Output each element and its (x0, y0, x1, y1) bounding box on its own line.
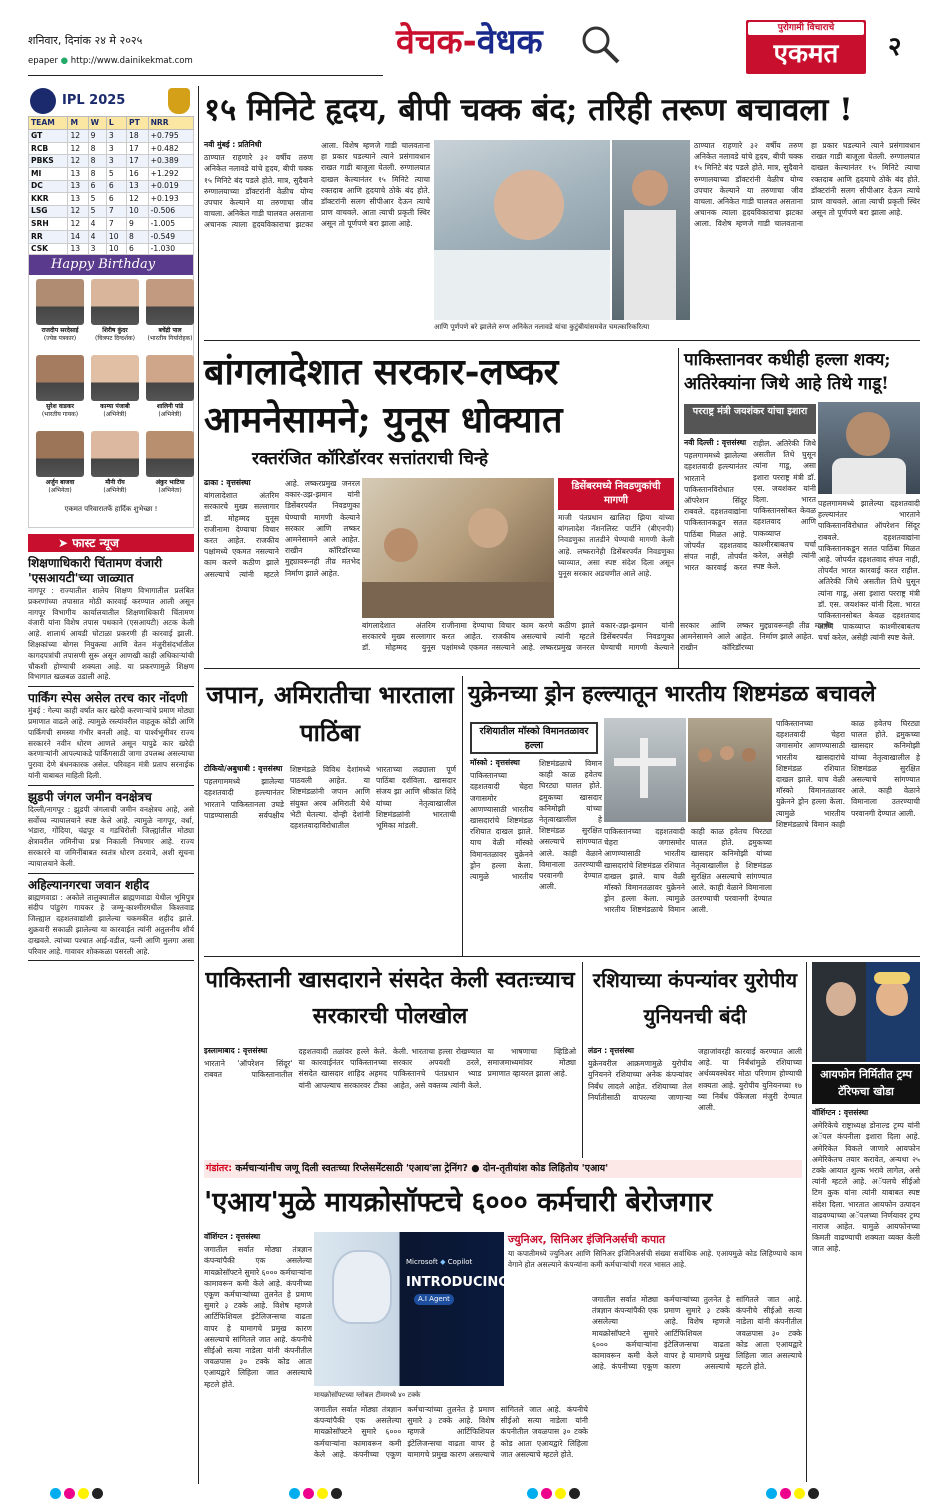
pakistan-warning-headline: पाकिस्तानवर कधीही हल्ला शक्य; अतिरेक्यांना जिथे आहे तिथे गाडू! (684, 350, 891, 394)
ipl-cell: 6 (88, 180, 106, 193)
lead-byline: नवी मुंबई : प्रतिनिधी (204, 140, 262, 149)
ipl-points-table (28, 86, 194, 254)
ipl-cell: 4 (88, 231, 106, 244)
section-title-part-a: वेचक- (396, 22, 477, 62)
airport-photo (604, 718, 686, 822)
iphone-body (812, 1108, 920, 1484)
yunus-photo (362, 478, 554, 618)
ipl-table-row (29, 142, 194, 155)
birthday-portrait (146, 355, 194, 401)
election-box-title: डिसेंबरमध्ये निवडणुकांची मागणी (558, 478, 674, 510)
ipl-cell: 6 (106, 193, 126, 206)
screen-brand-line (406, 1258, 472, 1267)
microsoft-ai-photo (314, 1232, 509, 1386)
microsoft-body-right (592, 1294, 802, 1484)
fast-news-item (28, 691, 194, 786)
microsoft-text-continued-right: जगातील सर्वात मोठ्या तंत्रज्ञान कंपन्यांपैकी एक असलेल्या मायक्रोसॉफ्टने सुमारे ६००० कर्मचाऱ्यांना कामावरून कमी केले आहे. कंपनीच्या एकूण कर्मचाऱ्यांच्या तुलनेत हे प्रमाण सुमारे ३ टक्के आहे. विशेष म्हणजे आर्टिफिशियल इंटेलिजन्सचा वाढता वापर हे यामागचे प्रमुख कारण असल्याचे सांगितले जात आहे. कंपनीचे सीईओ सत्या नाडेला यांनी कंपनीतील जवळपास ३० टक्के कोड आता एआयद्वारे लिहिला जात असल्याचे म्हटले होते. (592, 1295, 802, 1372)
bangladesh-subhead: रक्तरंजित कॉरिडॉरवर सत्तांतराची चिन्हे (252, 449, 489, 469)
moscow-attack-box: रशियातील मॉस्को विमानतळावर हल्ला (470, 722, 598, 754)
fast-news-item-text: नागपूर : राज्यातील शालेय शिक्षण विभागातील प्रलंबित प्रकरणांच्या तपासात मोठी कारवाई करण्यात आली असून नागपूर विभागीय कार्यालयातील शिक्षणाधिकारी चिंतामण वंजारी यांना विशेष तपास पथकाने (एसआयटी) अटक केली आहे. शालार्थ आयडी घोटाळा प्रकरणी ही कारवाई झाली. शिक्षकांच्या बोगस नियुक्त्या आणि वेतन मंजुरीसंदर्भातील कागदपत्रांची तपासणी सुरू असून आणखी काही अधिकाऱ्यांची चौकशी होण्याची शक्यता आहे. या प्रकरणामुळे शिक्षण विभागात खळबळ उडाली आहे. (28, 586, 194, 682)
ipl-cell: 4 (88, 218, 106, 231)
lead-story-body (204, 140, 430, 340)
ipl-cell: 10 (106, 231, 126, 244)
ipl-cell: 14 (68, 231, 88, 244)
ipl-cell: -0.549 (148, 231, 193, 244)
birthday-role: (चित्रपट दिग्दर्शक) (95, 335, 135, 342)
fast-news-item-title: झुडपी जंगल जमीन वनक्षेत्रच (28, 789, 152, 804)
pak-mp-text: भारताने 'ऑपरेशन सिंदूर' राबवत पाकिस्तानातील दहशतवादी तळांवर हल्ले केले. या कारवाईनंतर पाकिस्तानच्या संसदेत खासदार शाहिद अहमद यांनी आपल्याच सरकारवर टीका केली. भारताचा हल्ला रोखण्यात सरकार अपयशी ठरले, पाकिस्तानचे पंतप्रधान भ्याड आहेत, असे वक्तव्य त्यांनी केले. या भाषणाचा व्हिडिओ समाजमाध्यमांवर मोठ्या प्रमाणात व्हायरल झाला आहे. (204, 1047, 576, 1090)
birthday-portrait (36, 279, 84, 325)
ipl-table-row (29, 193, 194, 206)
ipl-table-row (29, 231, 194, 244)
bangladesh-body-mid (362, 620, 833, 664)
ipl-cell: 6 (106, 180, 126, 193)
fast-news-item (28, 556, 194, 687)
birthday-role: (अभिनेत्री) (103, 411, 127, 418)
screen-copilot: Copilot (447, 1258, 473, 1266)
birthday-person (86, 355, 144, 419)
brand-tagline: पुरोगामी विचाराचे (748, 22, 864, 35)
bangladesh-headline: बांगलादेशात सरकार-लष्कर आमनेसामने; युनूस धोक्यात (204, 351, 563, 441)
lead-story-body-right (694, 140, 920, 336)
ipl-cell: 12 (68, 218, 88, 231)
iphone-byline: वॉशिंग्टन : वृत्तसंस्था (812, 1108, 869, 1117)
pak-mp-body (204, 1046, 576, 1156)
birthday-role: (अभिनेता) (158, 487, 182, 494)
birthday-portrait (91, 279, 139, 325)
ipl-table (28, 116, 194, 256)
birthday-role: (ज्येष्ठ पत्रकार) (43, 335, 77, 342)
iphone-headline: आयफोन निर्मितीत ट्रम्प टॅरिफचा खोडा (812, 1064, 920, 1104)
birthday-person (31, 279, 89, 343)
fast-news-item-title: शिक्षणाधिकारी चिंतामण वंजारी 'एसआयटी'च्या जाळ्यात (28, 556, 163, 585)
ipl-cell: 8 (88, 142, 106, 155)
birthday-portrait (36, 431, 84, 477)
birthday-role: (भारतीय गिर्यारोहक) (147, 335, 193, 342)
section-title-part-b: वेधक (476, 22, 543, 62)
trophy-icon (168, 88, 190, 114)
ipl-table-row (29, 155, 194, 168)
ipl-cell: +0.193 (148, 193, 193, 206)
fast-news-item-text: ब्राह्मणवाडा : अकोले तालुक्यातील ब्राह्मणवाडा येथील भूमिपुत्र संदीप पांडुरंग गायकर हे जम्मू-काश्मीरमधील किश्तवाड जिल्ह्यात दहशतवाद्यांशी झालेल्या चकमकीत शहीद झाले. शुक्रवारी सकाळी झालेल्या या कारवाईत त्यांनी अतुलनीय शौर्य दाखवले. त्यांच्या पश्चात आई-वडील, पत्नी आणि मुलगा असा परिवार आहे. गावावर शोककळा पसरली आहे. (28, 892, 194, 956)
pakistan-warning-text-continued: पहलगाममध्ये झालेल्या दहशतवादी हल्ल्यानंतर भारताने पाकिस्तानविरोधात ऑपरेशन सिंदूर राबवले. दहशतवाद्यांना पाकिस्तानकडून सतत पाठिंबा मिळत आहे. जोपर्यंत दहशतवाद संपत नाही, तोपर्यंत भारत कारवाई करत राहील. अतिरेकी जिथे असतील तिथे घुसून त्यांना गाडू, असा इशारा परराष्ट्र मंत्री डॉ. एस. जयशंकर यांनी दिला. भारत पाकिस्तानसोबत केवळ दहशतवाद आणि पाकव्याप्त काश्मीरबाबतच चर्चा करेल, असेही त्यांनी स्पष्ट केले. (818, 499, 920, 643)
japan-byline: टोकियो/अबुधाबी : वृत्तसंस्था (204, 764, 283, 773)
microsoft-body-mid (314, 1404, 588, 1484)
screen-brand: Microsoft (406, 1258, 438, 1266)
microsoft-caption: मायक्रोसॉफ्टच्या ग्लोबल टीममध्ये ४० टक्के (314, 1391, 421, 1399)
ipl-cell: 5 (106, 168, 126, 181)
ipl-cell: 13 (68, 193, 88, 206)
birthday-portrait (91, 431, 139, 477)
lead-caption: आणि पूर्णपणे बरे झालेले रुग्ण अनिकेत नलावडे यांचा कुटुंबीयांसमवेत चमत्कारिकरित्या (434, 323, 650, 331)
ukraine-byline: मॉस्को : वृत्तसंस्था (470, 758, 520, 767)
pak-mp-headline: पाकिस्तानी खासदाराने संसदेत केली स्वतःच्याच सरकारची पोलखोल (205, 967, 575, 1029)
lead-headline: १५ मिनिटे हृदय, बीपी चक्क बंद; तरिही तरूण बचावला ! (204, 92, 853, 128)
birthday-grid (29, 275, 193, 503)
ipl-cell: RCB (29, 142, 68, 155)
ukraine-text-continued-right: पाकिस्तानच्या दहशतवादी चेहरा जगासमोर आणण्यासाठी भारतीय खासदारांचे शिष्टमंडळ रशियात दाखल झाले. याच वेळी मॉस्को विमानतळावर युक्रेनने ड्रोन हल्ला केला. त्यामुळे भारतीय शिष्टमंडळाचे विमान काही काळ हवेतच घिरट्या घालत होते. द्रमुकच्या खासदार कनिमोझी यांच्या नेतृत्वाखालील हे शिष्टमंडळ सुरक्षित असल्याचे सांगण्यात आले. काही वेळाने विमानाला उतरण्याची परवानगी देण्यात आली. (776, 719, 920, 829)
ukraine-body-right (776, 718, 920, 954)
fast-news-item (28, 878, 194, 962)
election-box-text: माजी पंतप्रधान खालिदा झिया यांच्या बांगलादेश नॅशनलिस्ट पार्टीने (बीएनपी) निवडणुका तातडीने घेण्याची मागणी केली आहे. लष्करानेही डिसेंबरपर्यंत निवडणुका घ्याव्यात, असा स्पष्ट संदेश दिला असून युनूस सरकार अडचणीत आले आहे. (558, 513, 674, 579)
ipl-cell: CSK (29, 243, 68, 256)
ipl-cell: 12 (68, 155, 88, 168)
ipl-cell: 13 (68, 180, 88, 193)
fast-news-item-title: पार्किंग स्पेस असेल तरच कार नोंदणी (28, 691, 188, 706)
ipl-cell: 5 (88, 193, 106, 206)
page-number: २ (888, 32, 902, 62)
pakistan-warning-body-right (818, 498, 920, 662)
ipl-cell: 12 (127, 193, 149, 206)
hospital-photo (434, 140, 610, 320)
pakistan-warning-byline: नवी दिल्ली : वृत्तसंस्था (684, 438, 747, 447)
birthday-wish: एकमत परिवारातर्फे हार्दिक शुभेच्छा ! (64, 505, 158, 513)
ipl-cell: 7 (106, 218, 126, 231)
ipl-table-row (29, 205, 194, 218)
ipl-cell: KKR (29, 193, 68, 206)
birthday-name: अंकुर भाटिया (155, 479, 185, 486)
ukraine-body (470, 758, 602, 954)
ipl-cell: 17 (127, 155, 149, 168)
jaishankar-photo (818, 402, 920, 494)
ukraine-headline: युक्रेनच्या ड्रोन हल्ल्यातून भारतीय शिष्टमंडळ बचावले (468, 681, 876, 707)
ipl-cell: +0.482 (148, 142, 193, 155)
birthday-person (141, 355, 199, 419)
fast-news-item (28, 790, 194, 874)
birthday-title: Happy Birthday (29, 255, 193, 275)
screen-title: INTRODUCING (406, 1275, 509, 1290)
ipl-cell: 10 (127, 205, 149, 218)
delegation-photo (688, 718, 772, 822)
ipl-cell: 10 (106, 243, 126, 256)
birthday-role: (अभिनेत्री) (103, 487, 127, 494)
magnifier-icon (578, 22, 622, 66)
ipl-cell: +1.292 (148, 168, 193, 181)
masthead (0, 0, 945, 92)
microsoft-text-continued: जगातील सर्वात मोठ्या तंत्रज्ञान कंपन्यांपैकी एक असलेल्या मायक्रोसॉफ्टने सुमारे ६००० कर्मचाऱ्यांना कामावरून कमी केले आहे. कंपनीच्या एकूण कर्मचाऱ्यांच्या तुलनेत हे प्रमाण सुमारे ३ टक्के आहे. विशेष म्हणजे आर्टिफिशियल इंटेलिजन्सचा वाढता वापर हे यामागचे प्रमुख कारण असल्याचे सांगितले जात आहे. कंपनीचे सीईओ सत्या नाडेला यांनी कंपनीतील जवळपास ३० टक्के कोड आता एआयद्वारे लिहिला जात असल्याचे म्हटले होते. (314, 1405, 588, 1459)
ipl-cell: 3 (106, 142, 126, 155)
brand-name: एकमत (773, 39, 839, 69)
ipl-cell: 9 (127, 218, 149, 231)
microsoft-text: जगातील सर्वात मोठ्या तंत्रज्ञान कंपन्यांपैकी एक असलेल्या मायक्रोसॉफ्टने सुमारे ६००० कर्मचाऱ्यांना कामावरून कमी केले आहे. कंपनीच्या एकूण कर्मचाऱ्यांच्या तुलनेत हे प्रमाण सुमारे ३ टक्के आहे. विशेष म्हणजे आर्टिफिशियल इंटेलिजन्सचा वाढता वापर हे यामागचे प्रमुख कारण असल्याचे सांगितले जात आहे. कंपनीचे सीईओ सत्या नाडेला यांनी कंपनीतील जवळपास ३० टक्के कोड आता एआयद्वारे लिहिला जात असल्याचे म्हटले होते. (204, 1245, 312, 1389)
section-title (396, 18, 636, 74)
iphone-text: अमेरिकेचे राष्ट्राध्यक्ष डोनाल्ड ट्रम्प यांनी अॅपल कंपनीला इशारा दिला आहे. अमेरिकेत विकले जाणारे आयफोन अमेरिकेतच तयार करावेत, अन्यथा २५ टक्के आयात शुल्क भरावे लागेल, असे त्यांनी म्हटले आहे. अॅपलचे सीईओ टिम कुक यांना त्यांनी याबाबत स्पष्ट संदेश दिला. भारतात आयफोन उत्पादन वाढवण्याच्या अॅपलच्या निर्णयावर ट्रम्प नाराज आहेत. यामुळे आयफोनच्या किमती वाढण्याची शक्यता व्यक्त केली जात आहे. (812, 1121, 920, 1254)
birthday-role: (अभिनेता) (48, 487, 72, 494)
ipl-cell: 3 (106, 155, 126, 168)
ipl-table-row (29, 218, 194, 231)
epaper-url[interactable]: http://www.dainikekmat.com (70, 56, 193, 66)
screen-sub: A.I Agent (414, 1294, 454, 1305)
ipl-cell: +0.389 (148, 155, 193, 168)
ipl-cell: 18 (127, 130, 149, 143)
ipl-cell: 7 (106, 205, 126, 218)
ipl-cell: -1.005 (148, 218, 193, 231)
birthday-name: शिरीष कुंदर (102, 327, 128, 334)
ipl-cell: 12 (68, 205, 88, 218)
pakistan-warning-sub: परराष्ट्र मंत्री जयशंकर यांचा इशारा (684, 404, 816, 434)
birthday-person (86, 431, 144, 495)
ipl-cell: 16 (127, 168, 149, 181)
ipl-cell: -1.030 (148, 243, 193, 256)
page-date: शनिवार, दिनांक २४ मे २०२५ (28, 34, 143, 47)
lead-text-continued: ठाण्यात राहणारे ३२ वर्षीय तरुण अनिकेत नलावडे यांचे हृदय, बीपी चक्क १५ मिनिटे बंद पडले होते. मात्र, सुदैवाने रुग्णालयाच्या डॉक्टरांनी वेळीच योग्य उपचार केल्याने या तरुणाचा जीव वाचला. अनिकेत गाडी चालवत असताना अचानक त्याला हृदयविकाराचा झटका आला. विशेष म्हणजे गाडी चालवताना हा प्रकार घडल्याने त्याने प्रसंगावधान राखत गाडी बाजूला घेतली. रुग्णालयात दाखल केल्यानंतर १५ मिनिटे त्याचा रक्तदाब आणि हृदयाचे ठोके बंद होते. डॉक्टरांनी सलग सीपीआर देऊन त्याचे प्राण वाचवले. आता त्याची प्रकृती स्थिर असून तो पूर्णपणे बरा झाला आहे. (694, 141, 920, 229)
pak-mp-byline: इस्लामाबाद : वृत्तसंस्था (204, 1046, 268, 1055)
bangladesh-text: बांगलादेशात अंतरिम सरकारचे मुख्य सल्लागार डॉ. मोहम्मद युनूस राजीनामा देण्याचा विचार करत आहेत. राजकीय पक्षांमध्ये एकमत नसल्याने काम करणे कठीण झाले असल्याचे त्यांनी म्हटले आहे. लष्करप्रमुख जनरल वकार-उझ-झमान यांनी डिसेंबरपर्यंत निवडणुका घेण्याची मागणी केल्याने सरकार आणि लष्कर आमनेसामने आले आहेत. राखीन कॉरिडॉरच्या मुद्द्यावरूनही तीव्र मतभेद निर्माण झाले आहेत. (204, 479, 360, 579)
birthday-name: मौनी रॉय (105, 479, 125, 486)
ipl-cell: DC (29, 180, 68, 193)
bangladesh-text-continued: बांगलादेशात अंतरिम सरकारचे मुख्य सल्लागार डॉ. मोहम्मद युनूस राजीनामा देण्याचा विचार करत आहेत. राजकीय पक्षांमध्ये एकमत नसल्याने काम करणे कठीण झाले असल्याचे त्यांनी म्हटले आहे. लष्करप्रमुख जनरल वकार-उझ-झमान यांनी डिसेंबरपर्यंत निवडणुका घेण्याची मागणी केल्याने सरकार आणि लष्कर आमनेसामने आले आहेत. राखीन कॉरिडॉरच्या मुद्द्यावरूनही तीव्र मतभेद निर्माण झाले आहेत. (362, 621, 833, 653)
birthday-portrait (91, 355, 139, 401)
ipl-cell: MI (29, 168, 68, 181)
japan-headline: जपान, अमिरातीचा भारताला पाठिंबा (206, 680, 454, 747)
microsoft-kicker (204, 1160, 802, 1178)
ipl-cell: 5 (88, 205, 106, 218)
microsoft-byline: वॉशिंग्टन : वृत्तसंस्था (204, 1232, 261, 1241)
eu-ban-headline: रशियाच्या कंपन्यांवर युरोपीय युनियनची बंदी (592, 968, 798, 1028)
fast-news-list (28, 556, 194, 961)
ipl-cell: +0.795 (148, 130, 193, 143)
news-icon: ➤ (58, 536, 69, 550)
lead-text: ठाण्यात राहणारे ३२ वर्षीय तरुण अनिकेत नलावडे यांचे हृदय, बीपी चक्क १५ मिनिटे बंद पडले होते. मात्र, सुदैवाने रुग्णालयाच्या डॉक्टरांनी वेळीच योग्य उपचार केल्याने या तरुणाचा जीव वाचला. अनिकेत गाडी चालवत असताना अचानक त्याला हृदयविकाराचा झटका आला. विशेष म्हणजे गाडी चालवताना हा प्रकार घडल्याने त्याने प्रसंगावधान राखत गाडी बाजूला घेतली. रुग्णालयात दाखल केल्यानंतर १५ मिनिटे त्याचा रक्तदाब आणि हृदयाचे ठोके बंद होते. डॉक्टरांनी सलग सीपीआर देऊन त्याचे प्राण वाचवले. आता त्याची प्रकृती स्थिर असून तो पूर्णपणे बरा झाला आहे. (204, 141, 430, 230)
ipl-cell: 13 (127, 180, 149, 193)
fast-news-item-title: अहिल्यानगरचा जवान शहीद (28, 877, 149, 892)
ipl-cell: 12 (68, 130, 88, 143)
pakistan-warning-body (684, 438, 816, 662)
copilot-icon: ◆ (440, 1258, 446, 1266)
engineer-box-title: ज्युनिअर, सिनिअर इंजिनिअर्सची कपात (508, 1233, 666, 1246)
election-demand-box (558, 478, 674, 618)
japan-body (204, 764, 456, 950)
ipl-cell: 8 (88, 168, 106, 181)
ipl-cell: 6 (127, 243, 149, 256)
ipl-cell: 13 (68, 243, 88, 256)
ipl-column-header: TEAM (29, 117, 68, 130)
ipl-cell: 12 (68, 142, 88, 155)
bangladesh-byline: ढाका : वृत्तसंस्था (204, 478, 251, 487)
birthday-name: काम्या पंजाबी (100, 403, 130, 410)
ipl-header (28, 86, 194, 116)
ipl-column-header: M (68, 117, 88, 130)
birthday-portrait (36, 355, 84, 401)
ukraine-text-continued: पाकिस्तानच्या दहशतवादी चेहरा जगासमोर आणण्यासाठी भारतीय खासदारांचे शिष्टमंडळ रशियात दाखल झाले. याच वेळी मॉस्को विमानतळावर युक्रेनने ड्रोन हल्ला केला. त्यामुळे भारतीय शिष्टमंडळाचे विमान काही काळ हवेतच घिरट्या घालत होते. द्रमुकच्या खासदार कनिमोझी यांच्या नेतृत्वाखालील हे शिष्टमंडळ सुरक्षित असल्याचे सांगण्यात आले. काही वेळाने विमानाला उतरण्याची परवानगी देण्यात आली. (604, 827, 772, 915)
ukraine-text: पाकिस्तानच्या दहशतवादी चेहरा जगासमोर आणण्यासाठी भारतीय खासदारांचे शिष्टमंडळ रशियात दाखल झाले. याच वेळी मॉस्को विमानतळावर युक्रेनने ड्रोन हल्ला केला. त्यामुळे भारतीय शिष्टमंडळाचे विमान काही काळ हवेतच घिरट्या घालत होते. द्रमुकच्या खासदार कनिमोझी यांच्या नेतृत्वाखालील हे शिष्टमंडळ सुरक्षित असल्याचे सांगण्यात आले. काही वेळाने विमानाला उतरण्याची परवानगी देण्यात आली. (470, 759, 602, 892)
japan-text: पहलगाममध्ये झालेल्या दहशतवादी हल्ल्यानंतर भारताने पाकिस्तानला उघडे पाडण्यासाठी सर्वपक्षीय शिष्टमंडळे विविध देशांमध्ये पाठवली आहेत. या शिष्टमंडळांनी जपान आणि संयुक्त अरब अमिराती येथे भेटी घेतल्या. दोन्ही देशांनी दहशतवादाविरोधातील भारताच्या लढ्याला पूर्ण पाठिंबा दर्शविला. खासदार संजय झा आणि श्रीकांत शिंदे यांच्या नेतृत्वाखालील शिष्टमंडळांनी भारताची भूमिका मांडली. (204, 765, 456, 831)
birthday-portrait (146, 279, 194, 325)
ipl-title: IPL 2025 (62, 93, 126, 108)
ipl-cell: RR (29, 231, 68, 244)
ipl-cell: 13 (68, 168, 88, 181)
ipl-table-row (29, 180, 194, 193)
fast-news-title: फास्ट न्यूज (72, 536, 119, 550)
birthday-role: (भारतीय गायक) (41, 411, 79, 418)
bangladesh-body-left (204, 478, 360, 662)
ipl-cell: 9 (88, 130, 106, 143)
fast-news (28, 534, 194, 1484)
link-icon: ● (60, 56, 69, 66)
ipl-cell: 8 (127, 231, 149, 244)
fast-news-title-bar (28, 534, 194, 552)
kicker-text: कर्मचाऱ्यांनीच जणू दिली स्वतःच्या रिप्लेसमेंटसाठी 'एआय'ला ट्रेनिंग? (235, 1163, 468, 1174)
microsoft-body-left (204, 1232, 312, 1482)
ipl-column-header: L (106, 117, 126, 130)
doctors-photo (612, 140, 690, 320)
kicker-extra: दोन-तृतीयांश कोड लिहितोय 'एआय' (482, 1163, 609, 1174)
birthday-name: अर्जुन बाजवा (45, 479, 75, 486)
epaper-label: epaper (28, 56, 58, 66)
engineer-cuts-box (508, 1232, 802, 1290)
ipl-column-header: PT (127, 117, 149, 130)
birthday-name: बचेंद्री पाल (158, 327, 182, 334)
ipl-table-row (29, 168, 194, 181)
ipl-cell: 3 (106, 130, 126, 143)
ipl-table-row (29, 130, 194, 143)
fast-news-item-text: मुंबई : गेल्या काही वर्षांत कार खरेदी करणाऱ्यांचे प्रमाण मोठ्या प्रमाणात वाढले आहे. त्यामुळे रस्त्यांवरील वाहतूक कोंडी आणि पार्किंगची समस्या गंभीर बनली आहे. या पार्श्वभूमीवर राज्य सरकारने नवीन धोरण आणले असून यापुढे कार खरेदी करणाऱ्यांनी आपल्याकडे पार्किंगसाठी जागा उपलब्ध असल्याचा पुरावा देणे बंधनकारक असेल. परिवहन मंत्री प्रताप सरनाईक यांनी याबाबत माहिती दिली. (28, 706, 194, 780)
ipl-cell: -0.506 (148, 205, 193, 218)
birthday-person (86, 279, 144, 343)
ipl-column-header: W (88, 117, 106, 130)
ipl-logo-icon (30, 88, 56, 114)
birthday-role: (अभिनेत्री) (158, 411, 182, 418)
birthday-person (31, 355, 89, 419)
ipl-cell: +0.019 (148, 180, 193, 193)
birthday-box (28, 254, 194, 528)
pakistan-warning-text: पहलगाममध्ये झालेल्या दहशतवादी हल्ल्यानंतर भारताने पाकिस्तानविरोधात ऑपरेशन सिंदूर राबवले. दहशतवाद्यांना पाकिस्तानकडून सतत पाठिंबा मिळत आहे. जोपर्यंत दहशतवाद संपत नाही, तोपर्यंत भारत कारवाई करत राहील. अतिरेकी जिथे असतील तिथे घुसून त्यांना गाडू, असा इशारा परराष्ट्र मंत्री डॉ. एस. जयशंकर यांनी दिला. भारत पाकिस्तानसोबत केवळ दहशतवाद आणि पाकव्याप्त काश्मीरबाबतच चर्चा करेल, असेही त्यांनी स्पष्ट केले. (684, 439, 816, 573)
microsoft-headline: 'एआय'मुळे मायक्रोसॉफ्टचे ६००० कर्मचारी बेरोजगार (204, 1187, 713, 1218)
fast-news-item-text: दिल्ली/नागपूर : झुडपी जंगलाची जमीन वनक्षेत्रच आहे, असे सर्वोच्च न्यायालयाने स्पष्ट केले आहे. त्यामुळे नागपूर, वर्धा, भंडारा, गोंदिया, चंद्रपूर व गडचिरोली जिल्ह्यांतील मोठ्या क्षेत्रावरील जमिनीचा प्रश्न निकाली निघणार आहे. राज्य सरकारने या जमिनींबाबत स्वतंत्र धोरण ठरवावे, अशी सूचना न्यायालयाने केली. (28, 804, 194, 868)
eu-ban-byline: लंडन : वृत्तसंस्था (588, 1046, 634, 1055)
ipl-cell: 3 (88, 243, 106, 256)
birthday-portrait (146, 431, 194, 477)
ipl-column-header: NRR (148, 117, 193, 130)
ipl-cell: LSG (29, 205, 68, 218)
birthday-person (141, 431, 199, 495)
ipl-cell: PBKS (29, 155, 68, 168)
kicker-label: गंडांतर: (206, 1163, 232, 1174)
brand-logo (746, 20, 866, 74)
eu-ban-body (588, 1046, 802, 1156)
birthday-name: राजदीप सरदेसाई (41, 327, 79, 334)
eu-ban-text: युक्रेनवरील आक्रमणामुळे युरोपीय युनियनने रशियाच्या अनेक कंपन्यांवर निर्बंध लादले आहेत. रशियाच्या तेल निर्यातीसाठी वापरल्या जाणाऱ्या जहाजांवरही कारवाई करण्यात आली आहे. या निर्बंधांमुळे रशियाच्या अर्थव्यवस्थेवर मोठा परिणाम होण्याची शक्यता आहे. युरोपीय युनियनच्या १७ व्या निर्बंध पॅकेजला मंजुरी देण्यात आली. (588, 1047, 802, 1113)
birthday-name: शालिनी पांडे (156, 403, 184, 410)
cook-trump-photo (812, 962, 920, 1062)
ipl-cell: SRH (29, 218, 68, 231)
birthday-person (141, 279, 199, 343)
bullet-icon: ● (471, 1163, 480, 1174)
ukraine-body-mid (604, 826, 772, 954)
birthday-name: सुरेश वाडकर (46, 403, 74, 410)
registration-marks (50, 1488, 910, 1501)
epaper-line (28, 56, 388, 67)
ipl-cell: GT (29, 130, 68, 143)
birthday-person (31, 431, 89, 495)
ipl-cell: 17 (127, 142, 149, 155)
ipl-cell: 8 (88, 155, 106, 168)
engineer-box-text: या कपातीमध्ये ज्युनिअर आणि सिनिअर इंजिनिअर्सची संख्या सर्वाधिक आहे. एआयमुळे कोड लिहिण्याचे काम वेगाने होत असल्याने कंपन्यांना कमी कर्मचाऱ्यांची गरज भासत आहे. (508, 1249, 802, 1270)
